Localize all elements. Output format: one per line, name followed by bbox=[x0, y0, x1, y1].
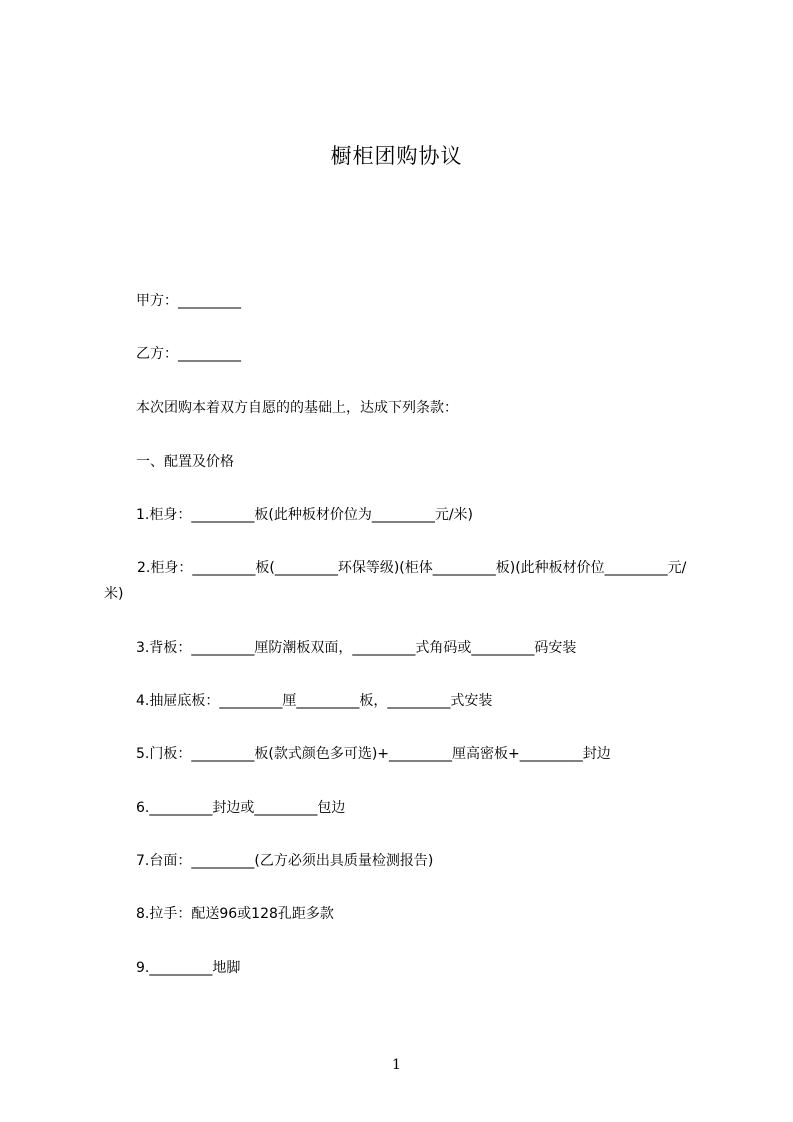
intro-paragraph: 本次团购本着双方自愿的的基础上，达成下列条款： bbox=[136, 400, 458, 416]
clause-item-1: 1.柜身：_________板(此种板材价位为_________元/米) bbox=[136, 507, 473, 523]
document-title: 橱柜团购协议 bbox=[330, 144, 463, 168]
clause-item-3: 3.背板：_________厘防潮板双面，_________式角码或_________码安装 bbox=[136, 640, 577, 656]
clause-item-7: 7.台面：_________(乙方必须出具质量检测报告) bbox=[136, 853, 434, 869]
clause-item-6: 6._________封边或_________包边 bbox=[136, 800, 346, 816]
page-number: 1 bbox=[392, 1057, 401, 1073]
clause-item-2: 2.柜身：_________板(_________环保等级)(柜体_________板)(此种板材价位_________元/米) bbox=[104, 560, 687, 602]
clause-item-4: 4.抽屉底板：_________厘_________板，_________式安装 bbox=[136, 693, 493, 709]
party-b-line: 乙方：_________ bbox=[136, 346, 241, 362]
clause-item-5: 5.门板：_________板(款式颜色多可选)+_________厘高密板+_________封边 bbox=[136, 746, 611, 762]
party-a-line: 甲方：_________ bbox=[136, 293, 241, 309]
clause-item-8: 8.拉手：配送96或128孔距多款 bbox=[136, 906, 334, 922]
clause-item-9: 9._________地脚 bbox=[136, 960, 241, 976]
section-heading-config-price: 一、配置及价格 bbox=[136, 454, 234, 470]
